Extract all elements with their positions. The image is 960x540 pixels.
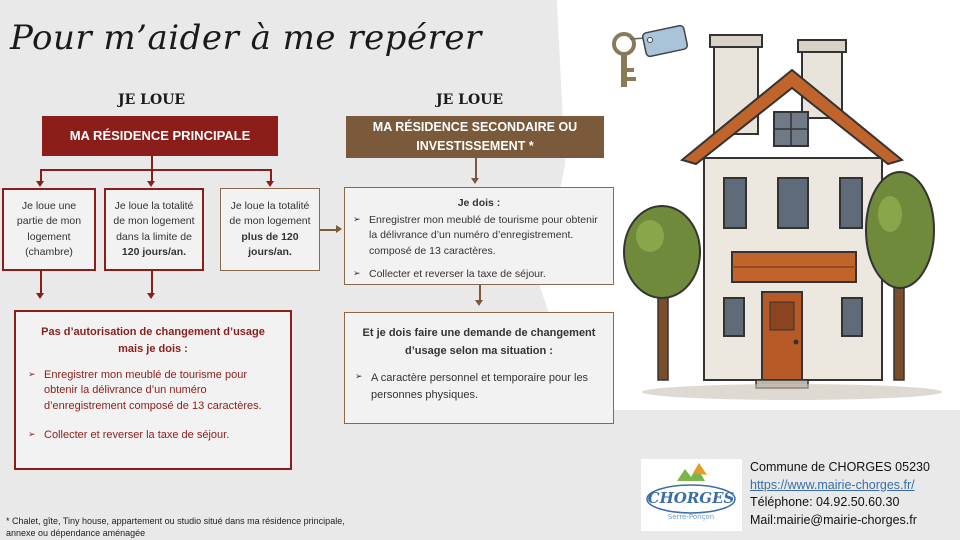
connector — [151, 169, 153, 181]
email-address: Mail:mairie@mairie-chorges.fr — [750, 512, 917, 527]
phone-number: Téléphone: 04.92.50.60.30 — [750, 495, 900, 509]
result-title: Pas d’autorisation de changement d’usage mais je dois : — [41, 326, 265, 356]
left-banner: MA RÉSIDENCE PRINCIPALE — [42, 116, 278, 156]
connector — [151, 271, 153, 293]
right-change-box — [344, 312, 614, 424]
connector — [151, 156, 153, 169]
footnote-line: annexe ou dépendance aménagée — [6, 527, 146, 538]
option-bold-text: plus de 120 jours/an. — [241, 230, 299, 258]
must-title: Je dois : — [457, 197, 501, 209]
arrow-icon — [471, 178, 479, 184]
contact-block — [750, 459, 930, 529]
option-full-under-120-text — [110, 199, 198, 260]
change-title: Et je dois faire une demande de changement d’usage selon ma situation : — [362, 327, 596, 357]
arrow-icon — [147, 293, 155, 299]
footnote-line: * Chalet, gîte, Tiny house, appartement ou studio situé dans ma résidence principale, — [6, 516, 345, 526]
right-banner: MA RÉSIDENCE SECONDAIRE OU INVESTISSEMENT * — [346, 116, 604, 158]
must-list — [353, 213, 605, 282]
option-partial-rental — [2, 188, 96, 271]
list-item: ➢ Enregistrer mon meublé de tourisme pour obtenir la délivrance d’un numéro d’enregistrement. composé de 13 caractères. — [353, 213, 605, 259]
left-heading: JE LOUE — [118, 92, 186, 108]
option-full-over-120 — [220, 188, 320, 271]
arrow-icon — [36, 181, 44, 187]
list-item: ➢ Collecter et reverser la taxe de séjour. — [28, 428, 278, 443]
option-full-under-120 — [104, 188, 204, 271]
website-link[interactable]: https://www.mairie-chorges.fr/ — [750, 477, 915, 492]
right-must-box — [344, 187, 614, 285]
left-result-box — [14, 310, 292, 470]
list-item: ➢ Collecter et reverser la taxe de séjour. — [353, 267, 605, 282]
list-item: ➢ A caractère personnel et temporaire pour les personnes physiques. — [355, 370, 603, 404]
connector — [40, 271, 42, 293]
connector — [40, 169, 42, 181]
commune-name: Commune de CHORGES 05230 — [750, 460, 930, 474]
arrow-icon — [266, 181, 274, 187]
connector — [475, 158, 477, 178]
result-list — [28, 368, 278, 444]
option-text: Je loue la totalité de mon logement dans la limite de — [113, 200, 195, 243]
house-illustration — [622, 30, 952, 402]
option-partial-rental-text: Je loue une partie de mon logement (chambre) — [16, 200, 82, 258]
connector — [479, 285, 481, 300]
chorges-logo — [641, 459, 742, 531]
logo-name: CHORGES — [647, 489, 735, 507]
right-heading: JE LOUE — [436, 92, 504, 108]
arrow-icon — [475, 300, 483, 306]
option-text: Je loue la totalité de mon logement — [229, 200, 311, 228]
connector — [40, 169, 272, 171]
arrow-icon — [36, 293, 44, 299]
footnote — [6, 516, 345, 539]
logo-subtitle: Serre-Ponçon — [667, 513, 715, 521]
option-bold-text: 120 jours/an. — [121, 245, 187, 258]
change-list — [355, 370, 603, 404]
connector — [270, 169, 272, 181]
option-full-over-120-text — [225, 199, 315, 260]
arrow-right-icon — [336, 225, 342, 233]
list-item: ➢ Enregistrer mon meublé de tourisme pour obtenir la délivrance d’un numéro d’enregistrement composé de 13 caractères. — [28, 368, 278, 414]
logo-graphic — [641, 459, 742, 531]
arrow-icon — [147, 181, 155, 187]
page-title: Pour m’aider à me repérer — [10, 18, 482, 58]
